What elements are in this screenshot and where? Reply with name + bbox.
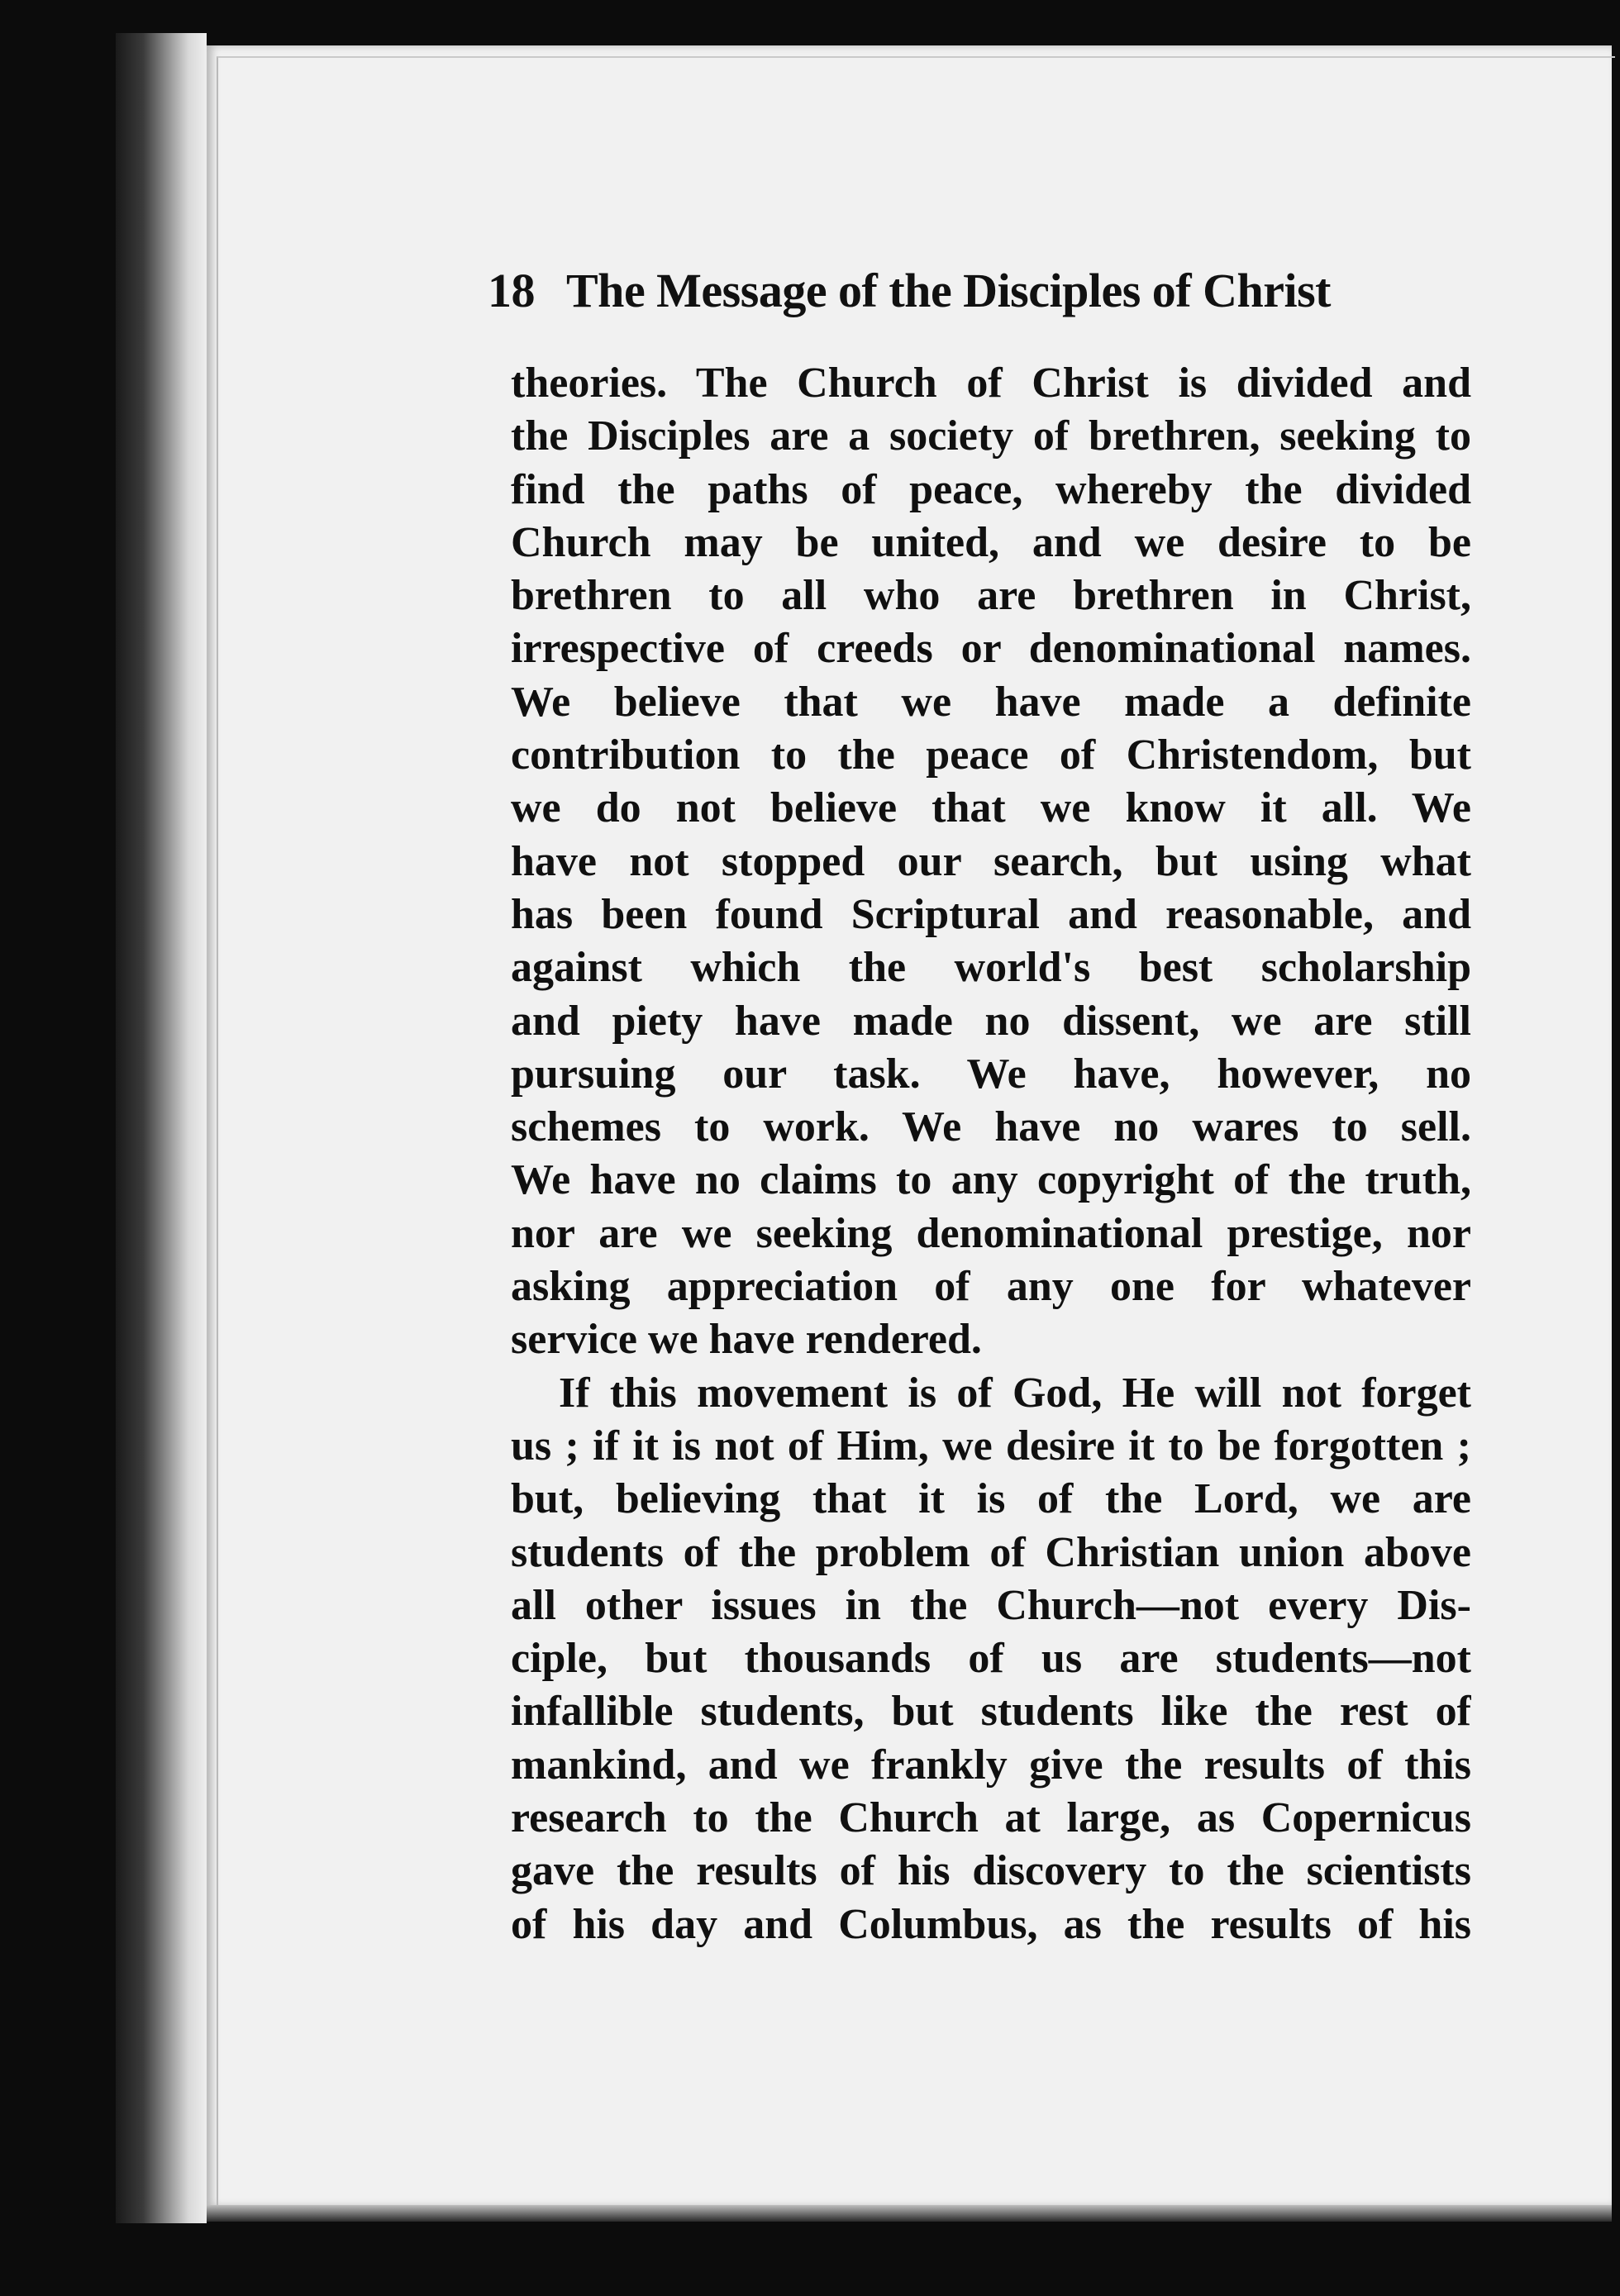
text-line: nor are we seeking denominational prestige, nor xyxy=(511,1209,1471,1257)
text-line: ciple, but thousands of us are students—not xyxy=(511,1635,1471,1683)
running-title: The Message of the Disciples of Christ xyxy=(566,264,1332,317)
running-head xyxy=(488,263,1479,329)
text-line: Church may be united, and we desire to be xyxy=(511,518,1471,566)
text-line: and piety have made no dissent, we are still xyxy=(511,997,1471,1045)
text-line: of his day and Columbus, as the results of his xyxy=(511,1900,1471,1948)
text-line: We believe that we have made a definite xyxy=(511,678,1471,726)
text-line: have not stopped our search, but using what xyxy=(511,837,1471,885)
text-line: irrespective of creeds or denominational names. xyxy=(511,625,1471,673)
page-bottom-edge xyxy=(207,2205,1612,2222)
paragraph-last-line: service we have rendered. xyxy=(511,1316,982,1364)
body-text xyxy=(511,357,1471,1951)
text-line: brethren to all who are brethren in Christ, xyxy=(511,572,1471,620)
text-line: we do not believe that we know it all. We xyxy=(511,784,1471,832)
book-binding-edge xyxy=(116,33,207,2223)
text-line: research to the Church at large, as Copernicus xyxy=(511,1794,1471,1842)
text-line: gave the results of his discovery to the scientists xyxy=(511,1847,1471,1895)
text-line: mankind, and we frankly give the results of this xyxy=(511,1741,1471,1789)
text-line: asking appreciation of any one for whatever xyxy=(511,1263,1471,1311)
text-line: infallible students, but students like the rest of xyxy=(511,1688,1471,1736)
text-line: all other issues in the Church—not every Dis- xyxy=(511,1581,1471,1629)
text-line: us ; if it is not of Him, we desire it to be forgotten ; xyxy=(511,1422,1471,1470)
text-line: but, believing that it is of the Lord, we are xyxy=(511,1475,1471,1523)
text-line: has been found Scriptural and reasonable, and xyxy=(511,890,1471,938)
text-line: schemes to work. We have no wares to sell. xyxy=(511,1103,1471,1151)
text-line: pursuing our task. We have, however, no xyxy=(511,1050,1471,1098)
text-line: theories. The Church of Christ is divided and xyxy=(511,360,1471,407)
text-line: We have no claims to any copyright of the truth, xyxy=(511,1156,1471,1204)
text-line: contribution to the peace of Christendom, but xyxy=(511,731,1471,779)
text-line: find the paths of peace, whereby the divided xyxy=(511,465,1471,513)
text-line: the Disciples are a society of brethren, seeking to xyxy=(511,412,1471,460)
paragraph-first-line: If this movement is of God, He will not forget xyxy=(559,1369,1471,1417)
page-number: 18 xyxy=(488,264,535,317)
text-line: students of the problem of Christian union above xyxy=(511,1528,1471,1576)
text-line: against which the world's best scholarship xyxy=(511,944,1471,992)
